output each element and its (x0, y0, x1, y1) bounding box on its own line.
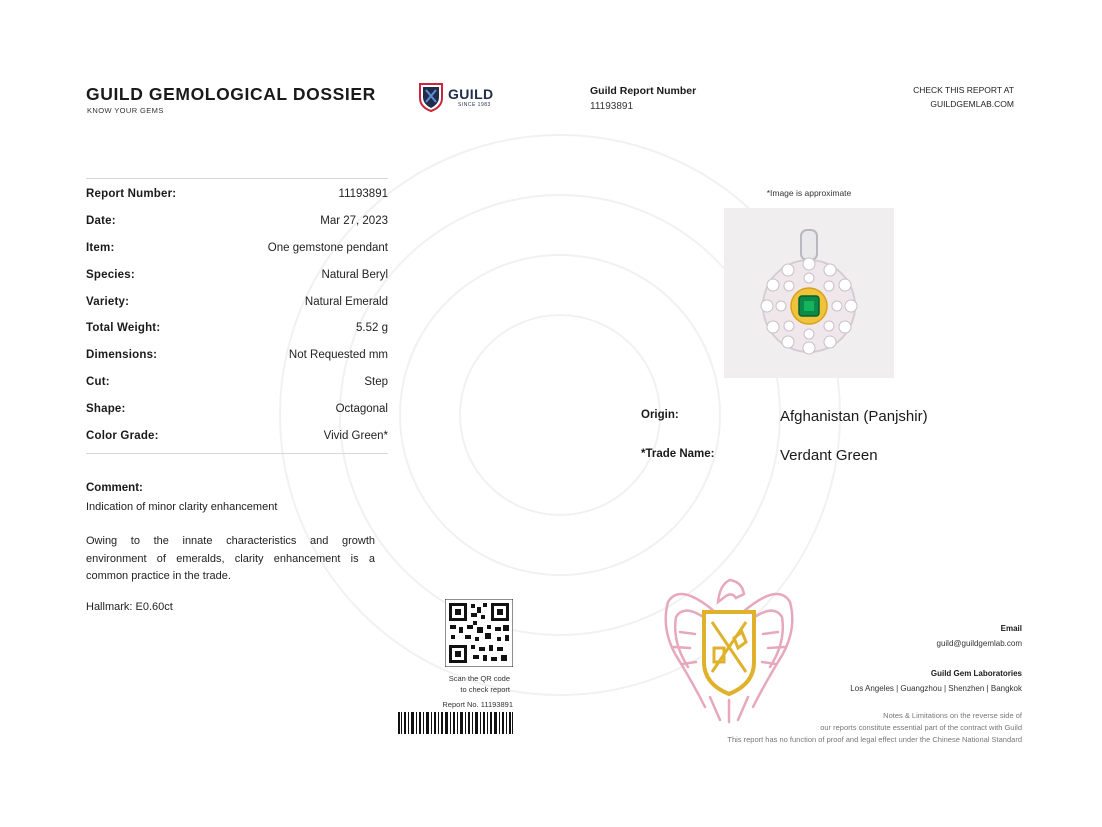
detail-value: One gemstone pendant (267, 241, 388, 254)
check-report-text: CHECK THIS REPORT AT (913, 85, 1014, 95)
detail-value: Mar 27, 2023 (320, 215, 388, 228)
brand-title: GUILD GEMOLOGICAL DOSSIER (86, 84, 376, 104)
hallmark: Hallmark: E0.60ct (86, 601, 173, 613)
detail-value: Natural Emerald (304, 295, 388, 308)
check-report-url[interactable]: GUILDGEMLAB.COM (930, 99, 1014, 109)
detail-label: Variety: (86, 295, 130, 308)
detail-label: Report Number: (86, 188, 177, 201)
detail-label: Item: (86, 241, 115, 254)
brand-subtitle: KNOW YOUR GEMS (87, 106, 164, 115)
comment-paragraph: Owing to the innate characteristics and growth environment of emeralds, clarity enhancement is a common practice in the trade. (86, 535, 375, 582)
lab-name: Guild Gem Laboratories (930, 669, 1022, 678)
details-table (86, 178, 388, 454)
logo-since: SINCE 1983 (458, 102, 491, 108)
comment-title: Comment: (86, 482, 143, 494)
detail-label: Total Weight: (86, 322, 161, 335)
detail-value: Octagonal (335, 402, 388, 415)
pendant-photo (724, 208, 894, 378)
email-link[interactable]: guild@guildgemlab.com (936, 639, 1022, 648)
detail-row (86, 315, 388, 342)
guild-logo-icon (418, 82, 444, 112)
detail-value: Vivid Green* (323, 429, 388, 442)
detail-row (86, 369, 388, 396)
email-label: Email (1000, 624, 1022, 633)
detail-label: Cut: (86, 375, 110, 388)
detail-label: Date: (86, 215, 116, 228)
detail-label: Species: (86, 268, 135, 281)
image-note: *Image is approximate (766, 188, 852, 198)
detail-row (86, 422, 388, 449)
detail-value: 11193891 (338, 188, 388, 201)
detail-row (86, 235, 388, 262)
detail-label: Color Grade: (86, 429, 159, 442)
qr-code-icon[interactable] (445, 599, 513, 667)
lab-cities: Los Angeles | Guangzhou | Shenzhen | Bangkok (850, 684, 1022, 693)
qr-caption: Scan the QR code (448, 674, 510, 683)
report-number-heading-value: 11193891 (590, 101, 634, 112)
origin-value: Afghanistan (Panjshir) (780, 408, 928, 425)
trade-name-label: *Trade Name: (641, 448, 715, 460)
detail-value: Natural Beryl (321, 268, 388, 281)
detail-label: Shape: (86, 402, 126, 415)
detail-row (86, 261, 388, 288)
qr-caption: to check report (460, 685, 510, 694)
eagle-crest-icon (660, 572, 798, 724)
detail-label: Dimensions: (86, 349, 158, 362)
pendant-image (724, 208, 894, 378)
footer-note: This report has no function of proof and legal effect under the Chinese National Standard (727, 735, 1022, 744)
detail-row (86, 395, 388, 422)
qr-report-number: Report No. 11193891 (442, 700, 513, 709)
footer-note: Notes & Limitations on the reverse side of (883, 711, 1022, 720)
logo-wordmark: GUILD (448, 86, 494, 102)
detail-value: 5.52 g (356, 322, 388, 335)
detail-row (86, 288, 388, 315)
detail-row (86, 342, 388, 369)
barcode-icon (398, 712, 513, 734)
detail-value: Step (364, 375, 388, 388)
detail-row (86, 208, 388, 235)
footer-note: our reports constitute essential part of the contract with Guild (820, 723, 1022, 732)
detail-value: Not Requested mm (288, 349, 388, 362)
report-number-heading: Guild Report Number (590, 85, 697, 97)
detail-row (86, 181, 388, 208)
trade-name-value: Verdant Green (780, 447, 878, 464)
origin-label: Origin: (641, 409, 679, 421)
comment-line: Indication of minor clarity enhancement (86, 501, 278, 513)
